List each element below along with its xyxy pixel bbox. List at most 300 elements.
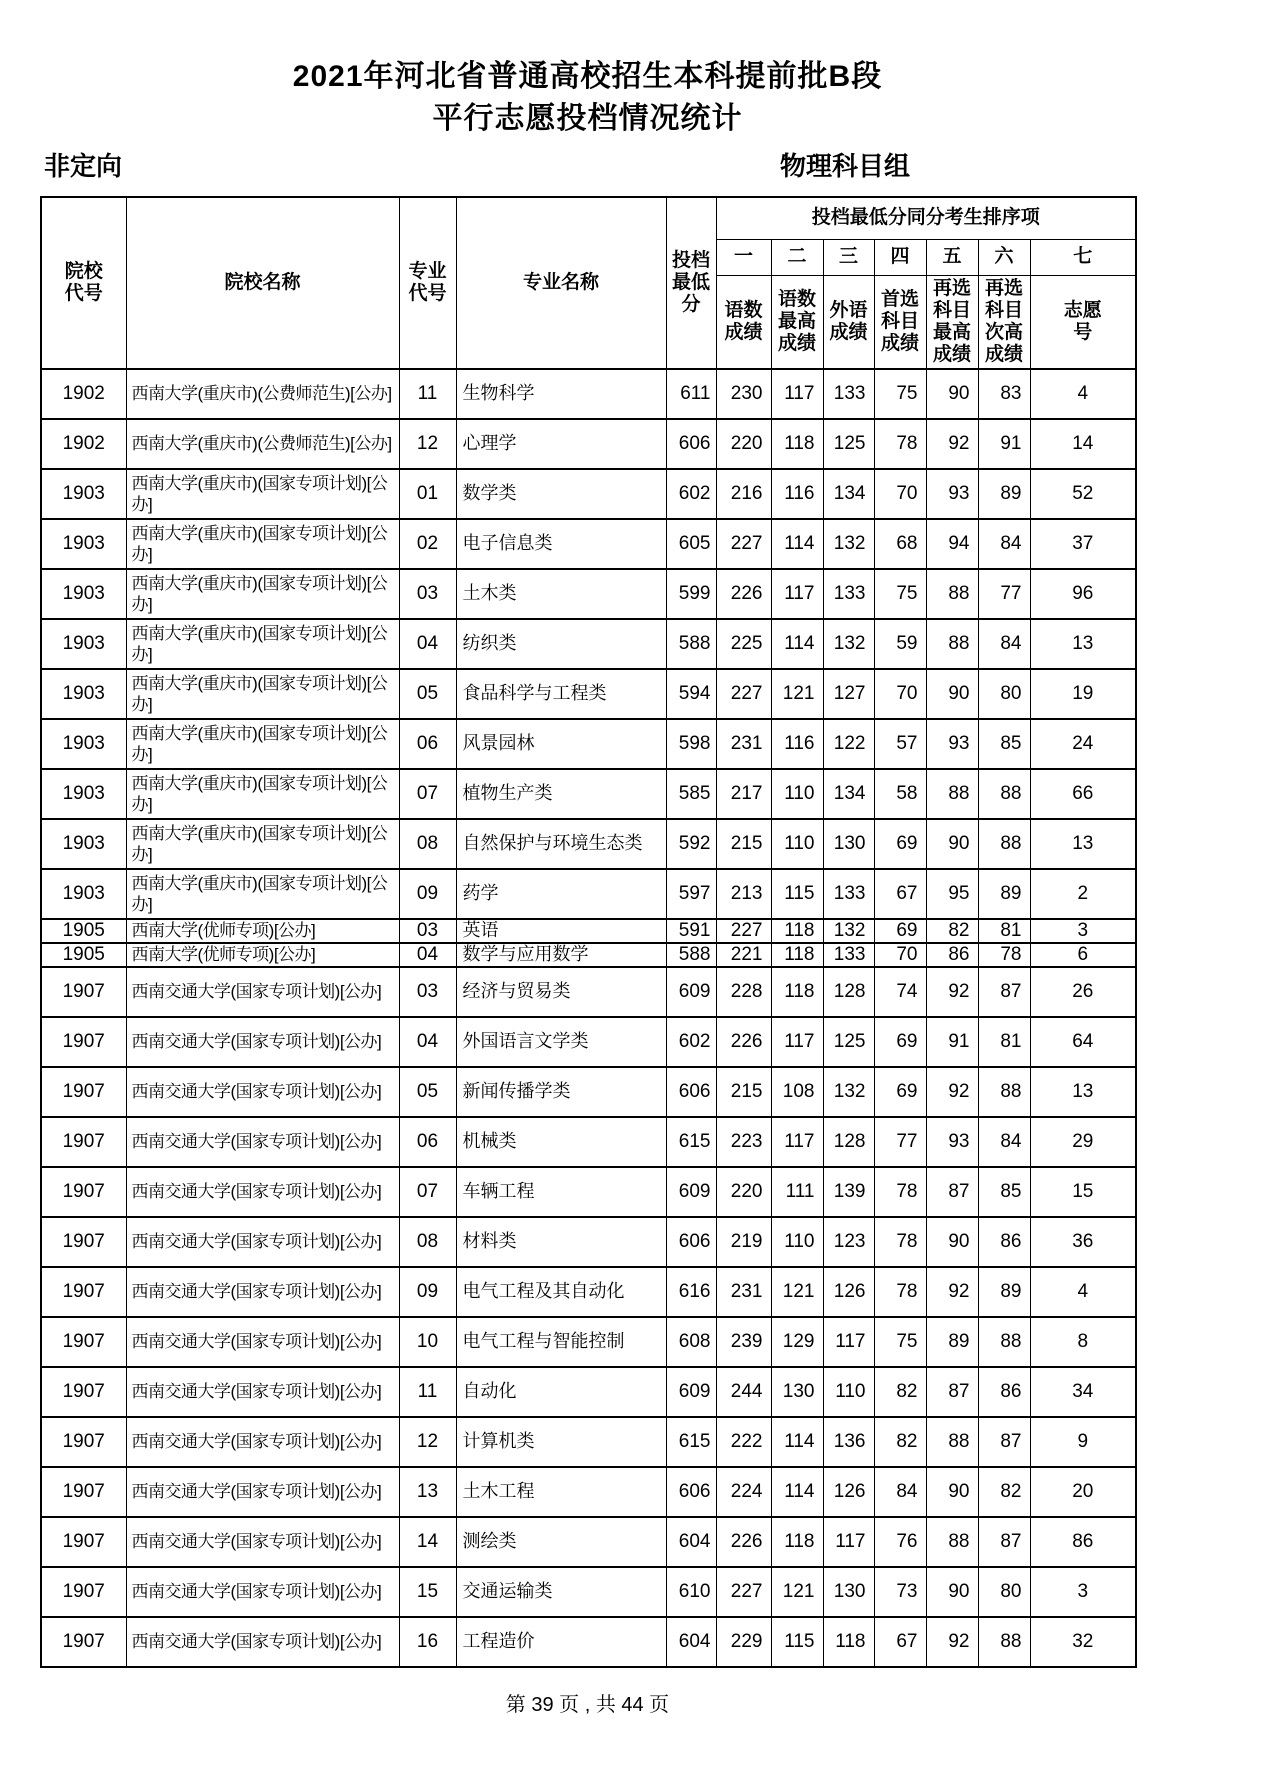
volunteer-number-cell: 24: [1030, 719, 1136, 769]
table-row: [41, 419, 1136, 469]
chinese-math-score-cell: 231: [716, 719, 771, 769]
table-row: [41, 1317, 1136, 1367]
table-row: [41, 1167, 1136, 1217]
chinese-math-score-cell: 224: [716, 1467, 771, 1517]
chinese-math-score-cell: 226: [716, 1017, 771, 1067]
major-code-cell: 07: [399, 769, 456, 819]
min-score-cell: 609: [666, 1367, 716, 1417]
header-sort-label-3: 外语成绩: [823, 275, 874, 369]
table-body: [41, 369, 1136, 1667]
chinese-math-score-cell: 217: [716, 769, 771, 819]
foreign-language-score-cell: 128: [823, 967, 874, 1017]
volunteer-number-cell: 34: [1030, 1367, 1136, 1417]
reselect-second-score-cell: 85: [978, 1167, 1030, 1217]
chinese-math-highest-cell: 117: [771, 1017, 823, 1067]
chinese-math-score-cell: 227: [716, 1567, 771, 1617]
chinese-math-highest-cell: 118: [771, 967, 823, 1017]
major-name-cell: 土木工程: [456, 1467, 666, 1517]
volunteer-number-cell: 13: [1030, 819, 1136, 869]
major-name-cell: 经济与贸易类: [456, 967, 666, 1017]
reselect-highest-score-cell: 87: [926, 1167, 978, 1217]
chinese-math-score-cell: 227: [716, 919, 771, 943]
volunteer-number-cell: 6: [1030, 943, 1136, 967]
first-choice-subject-cell: 75: [874, 369, 926, 419]
foreign-language-score-cell: 118: [823, 1617, 874, 1667]
first-choice-subject-cell: 69: [874, 1017, 926, 1067]
document-title: [40, 56, 1135, 140]
chinese-math-score-cell: 244: [716, 1367, 771, 1417]
reselect-highest-score-cell: 93: [926, 1117, 978, 1167]
min-score-cell: 602: [666, 469, 716, 519]
title-line-2: 平行志愿投档情况统计: [432, 102, 743, 135]
major-name-cell: 生物科学: [456, 369, 666, 419]
foreign-language-score-cell: 128: [823, 1117, 874, 1167]
major-name-cell: 交通运输类: [456, 1567, 666, 1617]
reselect-second-score-cell: 84: [978, 619, 1030, 669]
reselect-highest-score-cell: 94: [926, 519, 978, 569]
college-code-cell: 1907: [41, 1367, 126, 1417]
chinese-math-highest-cell: 110: [771, 769, 823, 819]
college-code-cell: 1903: [41, 819, 126, 869]
reselect-highest-score-cell: 92: [926, 1617, 978, 1667]
foreign-language-score-cell: 126: [823, 1467, 874, 1517]
major-name-cell: 电子信息类: [456, 519, 666, 569]
reselect-second-score-cell: 87: [978, 1417, 1030, 1467]
reselect-second-score-cell: 81: [978, 1017, 1030, 1067]
foreign-language-score-cell: 117: [823, 1517, 874, 1567]
min-score-cell: 597: [666, 869, 716, 919]
college-code-cell: 1902: [41, 419, 126, 469]
chinese-math-highest-cell: 121: [771, 1567, 823, 1617]
reselect-second-score-cell: 80: [978, 669, 1030, 719]
reselect-highest-score-cell: 87: [926, 1367, 978, 1417]
foreign-language-score-cell: 133: [823, 869, 874, 919]
header-sort-num-1: 一: [716, 239, 771, 275]
header-sort-num-4: 四: [874, 239, 926, 275]
table-row: [41, 869, 1136, 919]
college-code-cell: 1903: [41, 869, 126, 919]
foreign-language-score-cell: 133: [823, 943, 874, 967]
chinese-math-highest-cell: 116: [771, 469, 823, 519]
college-code-cell: 1903: [41, 619, 126, 669]
header-sort-label-1: 语数成绩: [716, 275, 771, 369]
table-row: [41, 1517, 1136, 1567]
major-name-cell: 土木类: [456, 569, 666, 619]
first-choice-subject-cell: 70: [874, 669, 926, 719]
reselect-second-score-cell: 86: [978, 1217, 1030, 1267]
header-sort-label-4: 首选科目成绩: [874, 275, 926, 369]
reselect-highest-score-cell: 88: [926, 619, 978, 669]
college-name-cell: 西南大学(重庆市)(公费师范生)[公办]: [126, 369, 399, 419]
min-score-cell: 604: [666, 1617, 716, 1667]
min-score-cell: 602: [666, 1017, 716, 1067]
volunteer-number-cell: 8: [1030, 1317, 1136, 1367]
college-code-cell: 1907: [41, 1217, 126, 1267]
reselect-highest-score-cell: 93: [926, 719, 978, 769]
min-score-cell: 615: [666, 1417, 716, 1467]
foreign-language-score-cell: 132: [823, 1067, 874, 1117]
foreign-language-score-cell: 130: [823, 819, 874, 869]
table-row: [41, 1217, 1136, 1267]
major-name-cell: 自然保护与环境生态类: [456, 819, 666, 869]
foreign-language-score-cell: 134: [823, 469, 874, 519]
chinese-math-highest-cell: 110: [771, 1217, 823, 1267]
college-name-cell: 西南交通大学(国家专项计划)[公办]: [126, 1417, 399, 1467]
major-code-cell: 08: [399, 819, 456, 869]
reselect-second-score-cell: 84: [978, 519, 1030, 569]
header-sort-label-2: 语数最高成绩: [771, 275, 823, 369]
min-score-cell: 598: [666, 719, 716, 769]
header-major-code: 专业代号: [399, 197, 456, 369]
table-row: [41, 769, 1136, 819]
first-choice-subject-cell: 68: [874, 519, 926, 569]
college-code-cell: 1907: [41, 1017, 126, 1067]
reselect-highest-score-cell: 92: [926, 1067, 978, 1117]
chinese-math-score-cell: 220: [716, 419, 771, 469]
major-code-cell: 03: [399, 919, 456, 943]
major-code-cell: 04: [399, 943, 456, 967]
reselect-highest-score-cell: 88: [926, 1517, 978, 1567]
college-code-cell: 1907: [41, 1617, 126, 1667]
min-score-cell: 606: [666, 1067, 716, 1117]
first-choice-subject-cell: 82: [874, 1417, 926, 1467]
chinese-math-score-cell: 239: [716, 1317, 771, 1367]
major-name-cell: 电气工程及其自动化: [456, 1267, 666, 1317]
reselect-second-score-cell: 88: [978, 1317, 1030, 1367]
major-name-cell: 自动化: [456, 1367, 666, 1417]
major-name-cell: 测绘类: [456, 1517, 666, 1567]
major-code-cell: 10: [399, 1317, 456, 1367]
foreign-language-score-cell: 117: [823, 1317, 874, 1367]
chinese-math-highest-cell: 117: [771, 369, 823, 419]
min-score-cell: 588: [666, 943, 716, 967]
reselect-second-score-cell: 77: [978, 569, 1030, 619]
header-college-code: 院校代号: [41, 197, 126, 369]
reselect-second-score-cell: 89: [978, 469, 1030, 519]
volunteer-number-cell: 32: [1030, 1617, 1136, 1667]
first-choice-subject-cell: 76: [874, 1517, 926, 1567]
chinese-math-score-cell: 216: [716, 469, 771, 519]
chinese-math-highest-cell: 118: [771, 419, 823, 469]
volunteer-number-cell: 14: [1030, 419, 1136, 469]
first-choice-subject-cell: 73: [874, 1567, 926, 1617]
reselect-second-score-cell: 82: [978, 1467, 1030, 1517]
chinese-math-score-cell: 223: [716, 1117, 771, 1167]
chinese-math-highest-cell: 118: [771, 943, 823, 967]
college-name-cell: 西南大学(重庆市)(国家专项计划)[公办]: [126, 769, 399, 819]
major-code-cell: 04: [399, 1017, 456, 1067]
first-choice-subject-cell: 78: [874, 1167, 926, 1217]
volunteer-number-cell: 3: [1030, 919, 1136, 943]
major-name-cell: 数学类: [456, 469, 666, 519]
foreign-language-score-cell: 132: [823, 519, 874, 569]
chinese-math-score-cell: 226: [716, 1517, 771, 1567]
reselect-second-score-cell: 80: [978, 1567, 1030, 1617]
reselect-second-score-cell: 87: [978, 967, 1030, 1017]
reselect-highest-score-cell: 90: [926, 669, 978, 719]
header-sort-num-3: 三: [823, 239, 874, 275]
table-row: [41, 469, 1136, 519]
foreign-language-score-cell: 125: [823, 1017, 874, 1067]
volunteer-number-cell: 4: [1030, 1267, 1136, 1317]
chinese-math-score-cell: 215: [716, 1067, 771, 1117]
major-name-cell: 心理学: [456, 419, 666, 469]
volunteer-number-cell: 15: [1030, 1167, 1136, 1217]
major-code-cell: 12: [399, 419, 456, 469]
college-code-cell: 1905: [41, 943, 126, 967]
table-row: [41, 669, 1136, 719]
college-name-cell: 西南交通大学(国家专项计划)[公办]: [126, 1017, 399, 1067]
college-code-cell: 1907: [41, 1567, 126, 1617]
reselect-highest-score-cell: 88: [926, 769, 978, 819]
header-sort-num-6: 六: [978, 239, 1030, 275]
major-name-cell: 药学: [456, 869, 666, 919]
table-row: [41, 569, 1136, 619]
first-choice-subject-cell: 75: [874, 1317, 926, 1367]
reselect-highest-score-cell: 89: [926, 1317, 978, 1367]
reselect-second-score-cell: 87: [978, 1517, 1030, 1567]
first-choice-subject-cell: 69: [874, 1067, 926, 1117]
header-sort-group: 投档最低分同分考生排序项: [716, 197, 1136, 239]
chinese-math-score-cell: 226: [716, 569, 771, 619]
table-row: [41, 967, 1136, 1017]
college-name-cell: 西南大学(重庆市)(国家专项计划)[公办]: [126, 519, 399, 569]
volunteer-number-cell: 3: [1030, 1567, 1136, 1617]
college-code-cell: 1907: [41, 1167, 126, 1217]
title-line-1: 2021年河北省普通高校招生本科提前批B段: [292, 60, 883, 93]
college-code-cell: 1903: [41, 769, 126, 819]
foreign-language-score-cell: 123: [823, 1217, 874, 1267]
table-row: [41, 1067, 1136, 1117]
college-name-cell: 西南大学(重庆市)(国家专项计划)[公办]: [126, 719, 399, 769]
reselect-second-score-cell: 88: [978, 1067, 1030, 1117]
major-name-cell: 数学与应用数学: [456, 943, 666, 967]
reselect-highest-score-cell: 82: [926, 919, 978, 943]
chinese-math-highest-cell: 114: [771, 1467, 823, 1517]
header-sort-label-5: 再选科目最高成绩: [926, 275, 978, 369]
major-name-cell: 外国语言文学类: [456, 1017, 666, 1067]
min-score-cell: 608: [666, 1317, 716, 1367]
chinese-math-score-cell: 220: [716, 1167, 771, 1217]
major-name-cell: 计算机类: [456, 1417, 666, 1467]
min-score-cell: 609: [666, 967, 716, 1017]
major-code-cell: 11: [399, 1367, 456, 1417]
college-code-cell: 1905: [41, 919, 126, 943]
college-code-cell: 1907: [41, 1117, 126, 1167]
major-name-cell: 新闻传播学类: [456, 1067, 666, 1117]
college-name-cell: 西南交通大学(国家专项计划)[公办]: [126, 1317, 399, 1367]
foreign-language-score-cell: 134: [823, 769, 874, 819]
reselect-highest-score-cell: 90: [926, 1217, 978, 1267]
college-code-cell: 1902: [41, 369, 126, 419]
major-code-cell: 13: [399, 1467, 456, 1517]
chinese-math-score-cell: 225: [716, 619, 771, 669]
min-score-cell: 588: [666, 619, 716, 669]
foreign-language-score-cell: 127: [823, 669, 874, 719]
volunteer-number-cell: 36: [1030, 1217, 1136, 1267]
college-code-cell: 1903: [41, 569, 126, 619]
table-row: [41, 1367, 1136, 1417]
chinese-math-highest-cell: 130: [771, 1367, 823, 1417]
reselect-second-score-cell: 78: [978, 943, 1030, 967]
college-name-cell: 西南大学(重庆市)(公费师范生)[公办]: [126, 419, 399, 469]
reselect-highest-score-cell: 88: [926, 1417, 978, 1467]
min-score-cell: 615: [666, 1117, 716, 1167]
college-name-cell: 西南大学(重庆市)(国家专项计划)[公办]: [126, 669, 399, 719]
min-score-cell: 585: [666, 769, 716, 819]
foreign-language-score-cell: 132: [823, 919, 874, 943]
college-name-cell: 西南交通大学(国家专项计划)[公办]: [126, 967, 399, 1017]
table-header: [41, 197, 1136, 369]
table-row: [41, 943, 1136, 967]
college-name-cell: 西南交通大学(国家专项计划)[公办]: [126, 1167, 399, 1217]
min-score-cell: 616: [666, 1267, 716, 1317]
chinese-math-highest-cell: 108: [771, 1067, 823, 1117]
college-name-cell: 西南交通大学(国家专项计划)[公办]: [126, 1517, 399, 1567]
major-name-cell: 风景园林: [456, 719, 666, 769]
college-code-cell: 1907: [41, 1267, 126, 1317]
table-row: [41, 1617, 1136, 1667]
reselect-highest-score-cell: 92: [926, 1267, 978, 1317]
foreign-language-score-cell: 110: [823, 1367, 874, 1417]
volunteer-number-cell: 96: [1030, 569, 1136, 619]
chinese-math-highest-cell: 110: [771, 819, 823, 869]
first-choice-subject-cell: 78: [874, 1267, 926, 1317]
volunteer-number-cell: 13: [1030, 1067, 1136, 1117]
first-choice-subject-cell: 78: [874, 419, 926, 469]
reselect-second-score-cell: 86: [978, 1367, 1030, 1417]
table-row: [41, 619, 1136, 669]
college-code-cell: 1907: [41, 1317, 126, 1367]
reselect-second-score-cell: 88: [978, 1617, 1030, 1667]
min-score-cell: 605: [666, 519, 716, 569]
chinese-math-highest-cell: 114: [771, 519, 823, 569]
chinese-math-highest-cell: 118: [771, 919, 823, 943]
reselect-second-score-cell: 81: [978, 919, 1030, 943]
table-row: [41, 1267, 1136, 1317]
major-code-cell: 06: [399, 1117, 456, 1167]
table-row: [41, 1567, 1136, 1617]
table-row: [41, 519, 1136, 569]
chinese-math-score-cell: 215: [716, 819, 771, 869]
first-choice-subject-cell: 59: [874, 619, 926, 669]
first-choice-subject-cell: 67: [874, 1617, 926, 1667]
header-sort-label-7: 志愿号: [1030, 275, 1136, 369]
min-score-cell: 610: [666, 1567, 716, 1617]
reselect-highest-score-cell: 90: [926, 369, 978, 419]
major-code-cell: 11: [399, 369, 456, 419]
first-choice-subject-cell: 78: [874, 1217, 926, 1267]
college-name-cell: 西南大学(重庆市)(国家专项计划)[公办]: [126, 819, 399, 869]
reselect-highest-score-cell: 95: [926, 869, 978, 919]
major-code-cell: 01: [399, 469, 456, 519]
chinese-math-highest-cell: 129: [771, 1317, 823, 1367]
major-code-cell: 09: [399, 869, 456, 919]
chinese-math-highest-cell: 116: [771, 719, 823, 769]
volunteer-number-cell: 19: [1030, 669, 1136, 719]
college-name-cell: 西南交通大学(国家专项计划)[公办]: [126, 1567, 399, 1617]
major-code-cell: 09: [399, 1267, 456, 1317]
foreign-language-score-cell: 122: [823, 719, 874, 769]
major-code-cell: 03: [399, 569, 456, 619]
reselect-highest-score-cell: 91: [926, 1017, 978, 1067]
college-name-cell: 西南大学(重庆市)(国家专项计划)[公办]: [126, 619, 399, 669]
volunteer-number-cell: 20: [1030, 1467, 1136, 1517]
college-name-cell: 西南交通大学(国家专项计划)[公办]: [126, 1367, 399, 1417]
major-name-cell: 纺织类: [456, 619, 666, 669]
chinese-math-highest-cell: 121: [771, 669, 823, 719]
major-code-cell: 14: [399, 1517, 456, 1567]
reselect-second-score-cell: 84: [978, 1117, 1030, 1167]
first-choice-subject-cell: 82: [874, 1367, 926, 1417]
chinese-math-score-cell: 227: [716, 519, 771, 569]
volunteer-number-cell: 37: [1030, 519, 1136, 569]
header-major-name: 专业名称: [456, 197, 666, 369]
admission-table: [40, 196, 1137, 1668]
major-name-cell: 植物生产类: [456, 769, 666, 819]
major-code-cell: 05: [399, 1067, 456, 1117]
header-college-name: 院校名称: [126, 197, 399, 369]
college-name-cell: 西南交通大学(国家专项计划)[公办]: [126, 1217, 399, 1267]
first-choice-subject-cell: 75: [874, 569, 926, 619]
college-name-cell: 西南交通大学(国家专项计划)[公办]: [126, 1617, 399, 1667]
college-name-cell: 西南交通大学(国家专项计划)[公办]: [126, 1067, 399, 1117]
major-code-cell: 15: [399, 1567, 456, 1617]
major-name-cell: 车辆工程: [456, 1167, 666, 1217]
plan-type-label: 非定向: [44, 151, 123, 181]
min-score-cell: 606: [666, 1217, 716, 1267]
volunteer-number-cell: 64: [1030, 1017, 1136, 1067]
college-code-cell: 1907: [41, 1517, 126, 1567]
chinese-math-highest-cell: 114: [771, 1417, 823, 1467]
foreign-language-score-cell: 130: [823, 1567, 874, 1617]
college-code-cell: 1907: [41, 1417, 126, 1467]
first-choice-subject-cell: 84: [874, 1467, 926, 1517]
major-code-cell: 08: [399, 1217, 456, 1267]
reselect-second-score-cell: 83: [978, 369, 1030, 419]
chinese-math-score-cell: 221: [716, 943, 771, 967]
major-code-cell: 07: [399, 1167, 456, 1217]
table-row: [41, 1017, 1136, 1067]
volunteer-number-cell: 86: [1030, 1517, 1136, 1567]
college-code-cell: 1903: [41, 469, 126, 519]
college-name-cell: 西南交通大学(国家专项计划)[公办]: [126, 1117, 399, 1167]
first-choice-subject-cell: 70: [874, 943, 926, 967]
college-name-cell: 西南大学(优师专项)[公办]: [126, 919, 399, 943]
college-name-cell: 西南大学(重庆市)(国家专项计划)[公办]: [126, 469, 399, 519]
min-score-cell: 599: [666, 569, 716, 619]
volunteer-number-cell: 4: [1030, 369, 1136, 419]
volunteer-number-cell: 13: [1030, 619, 1136, 669]
college-name-cell: 西南交通大学(国家专项计划)[公办]: [126, 1267, 399, 1317]
min-score-cell: 611: [666, 369, 716, 419]
reselect-highest-score-cell: 86: [926, 943, 978, 967]
chinese-math-score-cell: 227: [716, 669, 771, 719]
college-code-cell: 1903: [41, 719, 126, 769]
foreign-language-score-cell: 133: [823, 569, 874, 619]
chinese-math-score-cell: 219: [716, 1217, 771, 1267]
table-row: [41, 919, 1136, 943]
foreign-language-score-cell: 132: [823, 619, 874, 669]
first-choice-subject-cell: 70: [874, 469, 926, 519]
major-name-cell: 英语: [456, 919, 666, 943]
major-code-cell: 12: [399, 1417, 456, 1467]
reselect-second-score-cell: 88: [978, 769, 1030, 819]
reselect-highest-score-cell: 92: [926, 967, 978, 1017]
page-number: 第 39 页 , 共 44 页: [505, 1694, 670, 1716]
chinese-math-highest-cell: 114: [771, 619, 823, 669]
major-code-cell: 02: [399, 519, 456, 569]
